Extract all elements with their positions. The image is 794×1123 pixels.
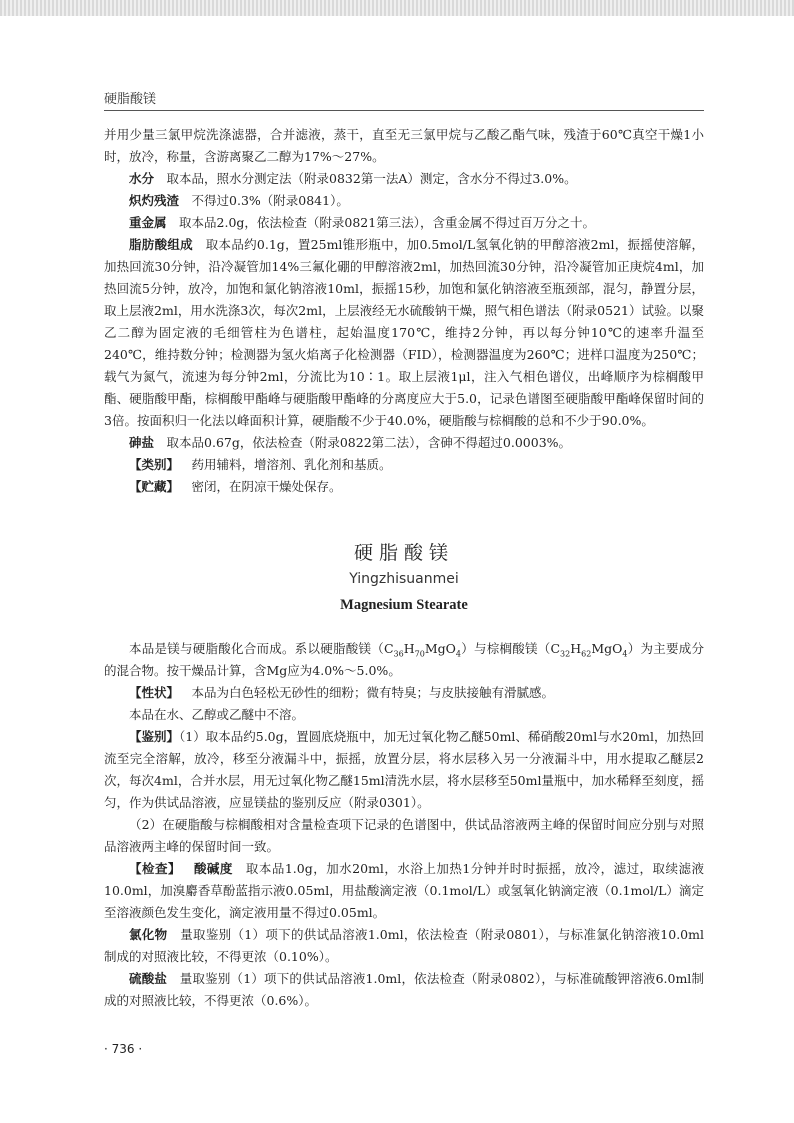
identification-item-2: （2）在硬脂酸与棕榈酸相对含量检查项下记录的色谱图中，供试品溶液两主峰的保留时间应分别与对照品溶液两主峰的保留时间一致。 (104, 817, 704, 854)
continued-paragraph: 并用少量三氯甲烷洗涤滤器，合并滤液，蒸干，直至无三氯甲烷与乙酸乙酯气味，残渣于60℃真空干燥1小时，放冷，称量，含游离聚乙二醇为17%～27%。 (104, 127, 704, 164)
character-label: 【性状】 (129, 685, 180, 700)
fatty-acid-label: 脂肪酸组成 (129, 237, 193, 252)
formula-sub: 32 (560, 649, 571, 659)
water-label: 水分 (129, 171, 155, 186)
ash-label: 炽灼残渣 (129, 193, 180, 208)
arsenic-label: 砷盐 (129, 435, 155, 450)
character-section (104, 682, 704, 704)
formula-sub: 36 (393, 649, 404, 659)
page-body (104, 124, 704, 1012)
tests-label: 【检查】 (129, 861, 181, 876)
category-label: 【类别】 (129, 457, 180, 472)
page-number: · 736 · (104, 1042, 143, 1056)
identification-item-1: （1）取本品约5.0g，置圆底烧瓶中，加无过氧化物乙醚50ml、稀硝酸20ml与水20ml，加热回流至完全溶解，放冷，移至分液漏斗中，振摇，放置分层，将水层移入另一分液漏斗中，用水提取乙醚层2次，每次4ml，合并水层，用无过氧化物乙醚15ml清洗水层，将水层移至50ml量瓶中，加水稀释至刻度，摇匀，作为供试品溶液，应显镁盐的鉴别反应（附录0301）。 (104, 729, 704, 810)
identification-section (104, 726, 704, 814)
heavy-metal-label: 重金属 (129, 215, 167, 230)
intro-text-7: ）为主要成分的混合物。按干燥品计算，含Mg应为4.0%～5.0%。 (104, 641, 704, 678)
storage-label: 【贮藏】 (129, 479, 180, 494)
intro-text-5: H (570, 641, 582, 656)
scan-top-band (0, 0, 794, 16)
solubility-paragraph: 本品在水、乙醇或乙醚中不溶。 (129, 707, 305, 722)
monograph-title-en: Magnesium Stearate (340, 597, 468, 613)
header-rule (104, 110, 704, 111)
acidity-label: 酸碱度 (193, 861, 233, 876)
tests-section (104, 858, 704, 924)
heavy-metal-text: 取本品2.0g，依法检查（附录0821第三法），含重金属不得过百万分之十。 (179, 215, 595, 230)
chloride-test (104, 924, 704, 968)
monograph-title-block (104, 540, 704, 618)
monograph-title-pinyin: Yingzhisuanmei (349, 571, 459, 587)
formula-sub: 70 (414, 649, 425, 659)
chloride-label: 氯化物 (129, 927, 168, 942)
sulfate-test (104, 968, 704, 1012)
category-section (104, 454, 704, 476)
intro-text-2: H (403, 641, 415, 656)
water-test (104, 168, 704, 190)
formula-sub: 62 (581, 649, 592, 659)
identification-label: 【鉴别】 (129, 729, 180, 744)
running-header: 硬脂酸镁 (104, 92, 157, 107)
chloride-text: 量取鉴别（1）项下的供试品溶液1.0ml，依法检查（附录0801），与标准氯化钠溶液10.0ml制成的对照液比较，不得更浓（0.10%）。 (104, 927, 704, 964)
intro-text-4: ）与棕榈酸镁（C (460, 641, 561, 656)
storage-text: 密闭，在阴凉干燥处保存。 (191, 479, 342, 494)
formula-sub: 4 (455, 649, 461, 659)
heavy-metal-test (104, 212, 704, 234)
category-text: 药用辅料，增溶剂、乳化剂和基质。 (191, 457, 392, 472)
monograph-title-cn: 硬脂酸镁 (353, 542, 454, 564)
intro-paragraph (104, 638, 704, 682)
intro-text-3: MgO (424, 641, 456, 656)
arsenic-test (104, 432, 704, 454)
ash-test (104, 190, 704, 212)
arsenic-text: 取本品0.67g，依法检查（附录0822第二法），含砷不得超过0.0003%。 (166, 435, 572, 450)
intro-text-1: 本品是镁与硬脂酸化合而成。系以硬脂酸镁（C (129, 641, 394, 656)
formula-sub: 4 (622, 649, 628, 659)
storage-section (104, 476, 704, 498)
ash-text: 不得过0.3%（附录0841）。 (191, 193, 349, 208)
fatty-acid-text: 取本品约0.1g，置25ml锥形瓶中，加0.5mol/L氢氧化钠的甲醇溶液2ml，振摇使溶解，加热回流30分钟，沿冷凝管加14%三氟化硼的甲醇溶液2ml，加热回流30分钟，沿冷凝管加正庚烷4ml，加热回流5分钟，放冷，加饱和氯化钠溶液10ml，振摇15秒，加饱和氯化钠溶液至瓶颈部，混匀，静置分层，取上层液2ml，用水洗涤3次，每次2ml，上层液经无水硫酸钠干燥，照气相色谱法（附录0521）试验。以聚乙二醇为固定液的毛细管柱为色谱柱，起始温度170℃，维持2分钟，再以每分钟10℃的速率升温至240℃，维持数分钟；检测器为氢火焰离子化检测器（FID），检测器温度为260℃；进样口温度为250℃；载气为氮气，流速为每分钟2ml，分流比为10∶1。取上层液1μl，注入气相色谱仪，出峰顺序为棕榈酸甲酯、硬脂酸甲酯，棕榈酸甲酯峰与硬脂酸甲酯峰的分离度应大于5.0，记录色谱图至硬脂酸甲酯峰保留时间的3倍。按面积归一化法以峰面积计算，硬脂酸不少于40.0%，硬脂酸与棕榈酸的总和不少于90.0%。 (104, 237, 704, 428)
sulfate-text: 量取鉴别（1）项下的供试品溶液1.0ml，依法检查（附录0802），与标准硫酸钾溶液6.0ml制成的对照液比较，不得更浓（0.6%）。 (104, 971, 704, 1008)
fatty-acid-test (104, 234, 704, 432)
acidity-text: 取本品1.0g，加水20ml，水浴上加热1分钟并时时振摇，放冷，滤过，取续滤液10.0ml，加溴麝香草酚蓝指示液0.05ml，用盐酸滴定液（0.1mol/L）或氢氧化钠滴定液（0.1mol/L）滴定至溶液颜色发生变化，滴定液用量不得过0.05ml。 (104, 861, 704, 920)
intro-text-6: MgO (591, 641, 623, 656)
character-text: 本品为白色轻松无砂性的细粉；微有特臭；与皮肤接触有滑腻感。 (191, 685, 555, 700)
sulfate-label: 硫酸盐 (129, 971, 168, 986)
water-text: 取本品，照水分测定法（附录0832第一法A）测定，含水分不得过3.0%。 (166, 171, 577, 186)
